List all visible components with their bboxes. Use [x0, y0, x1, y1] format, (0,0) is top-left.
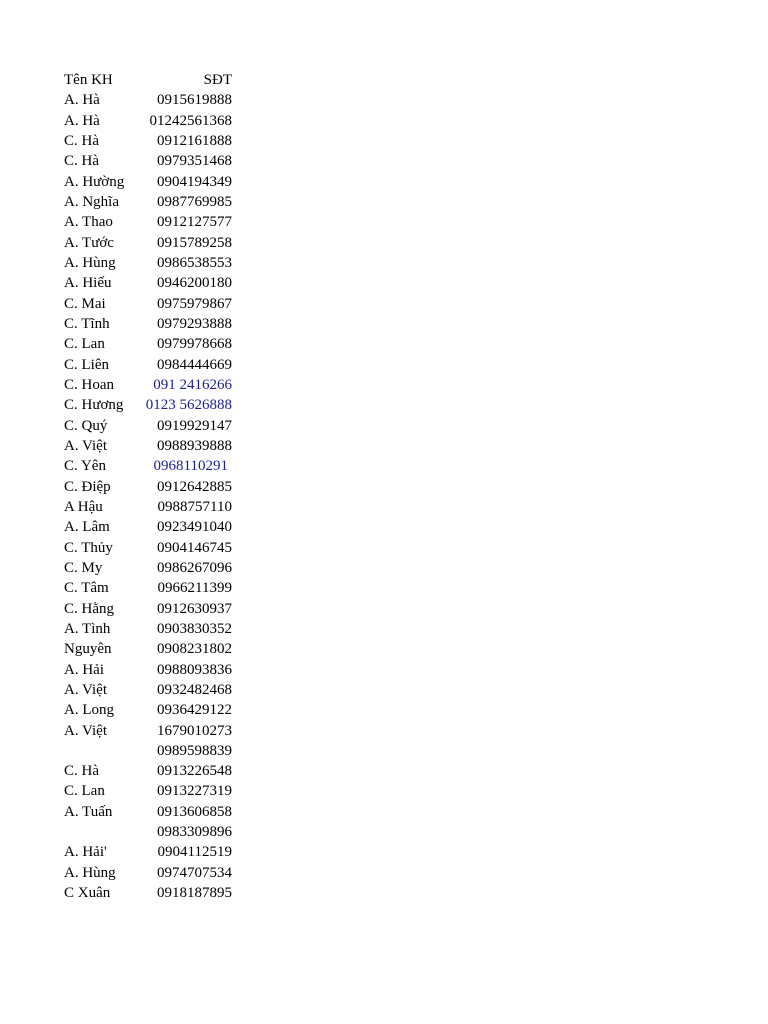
- customer-phone: 0913227319: [157, 783, 232, 800]
- table-row: [64, 212, 234, 232]
- customer-phone-table: [64, 70, 234, 903]
- table-body: [64, 90, 234, 903]
- customer-phone[interactable]: 0968110291: [153, 458, 228, 475]
- customer-phone: 0915789258: [157, 234, 232, 251]
- customer-phone[interactable]: 0123 5626888: [145, 397, 232, 414]
- table-row: [64, 680, 234, 700]
- table-row: [64, 131, 234, 151]
- customer-name: A. Hùng: [64, 254, 116, 271]
- table-row: [64, 273, 234, 293]
- customer-name: C. Mai: [64, 295, 106, 312]
- column-header-name: Tên KH: [64, 72, 113, 88]
- customer-phone: 0912642885: [157, 478, 232, 495]
- table-row: [64, 842, 234, 862]
- customer-phone: 0915619888: [157, 92, 232, 109]
- table-row: [64, 436, 234, 456]
- customer-name: C. Hà: [64, 763, 99, 780]
- customer-phone[interactable]: 091 2416266: [153, 376, 232, 393]
- table-row: [64, 538, 234, 558]
- customer-name: A. Tước: [64, 234, 114, 251]
- customer-name: C. Hoan: [64, 376, 114, 393]
- table-row: [64, 111, 234, 131]
- customer-phone: 0912630937: [157, 600, 232, 617]
- table-row: [64, 578, 234, 598]
- customer-phone: 0984444669: [157, 356, 232, 373]
- table-row: [64, 802, 234, 822]
- customer-name: A. Tình: [64, 620, 111, 637]
- customer-name: A. Thao: [64, 214, 113, 231]
- customer-name: C. My: [64, 559, 103, 576]
- customer-name: A. Long: [64, 702, 114, 719]
- customer-phone: 0987769985: [157, 193, 232, 210]
- customer-name: C. Yên: [64, 458, 106, 475]
- customer-name: A Hậu: [64, 498, 103, 515]
- table-row: [64, 639, 234, 659]
- table-row: [64, 375, 234, 395]
- customer-name: A. Lâm: [64, 519, 110, 536]
- table-row: [64, 781, 234, 801]
- table-row: [64, 619, 234, 639]
- customer-name: A. Tuấn: [64, 803, 113, 820]
- customer-name: A. Hà: [64, 92, 100, 109]
- customer-phone: 0979293888: [157, 315, 232, 332]
- table-row: [64, 721, 234, 741]
- customer-phone: 0983309896: [157, 824, 232, 841]
- customer-name: C. Tâm: [64, 580, 109, 597]
- column-header-phone: SĐT: [203, 72, 232, 88]
- customer-name: C. Tĩnh: [64, 315, 110, 332]
- table-row: [64, 90, 234, 110]
- customer-name: C. Hà: [64, 132, 99, 149]
- table-row: [64, 151, 234, 171]
- table-row: [64, 477, 234, 497]
- customer-name: A. Hường: [64, 173, 125, 190]
- customer-phone: 0918187895: [157, 885, 232, 902]
- table-row: [64, 741, 234, 761]
- customer-phone: 0913606858: [157, 803, 232, 820]
- customer-phone: 0988757110: [157, 498, 232, 515]
- customer-name: C. Thủy: [64, 539, 113, 556]
- customer-name: A. Hùng: [64, 864, 116, 881]
- customer-name: C. Hằng: [64, 600, 114, 617]
- table-row: [64, 355, 234, 375]
- customer-name: C. Hương: [64, 397, 124, 414]
- table-row: [64, 233, 234, 253]
- customer-name: A. Hà: [64, 112, 100, 129]
- customer-phone: 0946200180: [157, 275, 232, 292]
- customer-phone: 0966211399: [157, 580, 232, 597]
- customer-phone: 0904146745: [157, 539, 232, 556]
- table-row: [64, 517, 234, 537]
- table-row: [64, 314, 234, 334]
- table-row: [64, 253, 234, 273]
- customer-name: C. Lan: [64, 336, 105, 353]
- table-row: [64, 558, 234, 578]
- table-row: [64, 497, 234, 517]
- customer-name: A. Việt: [64, 681, 107, 698]
- customer-name: A. Nghĩa: [64, 193, 119, 210]
- table-row: [64, 660, 234, 680]
- customer-phone: 01242561368: [149, 112, 232, 129]
- customer-phone: 0904194349: [157, 173, 232, 190]
- table-row: [64, 172, 234, 192]
- customer-name: A. Hải': [64, 844, 107, 861]
- customer-name: A. Việt: [64, 722, 107, 739]
- customer-phone: 0975979867: [157, 295, 232, 312]
- table-row: [64, 761, 234, 781]
- customer-name: C. Lan: [64, 783, 105, 800]
- customer-phone: 0932482468: [157, 681, 232, 698]
- customer-phone: 0936429122: [157, 702, 232, 719]
- customer-phone: 0974707534: [157, 864, 232, 881]
- customer-name: C Xuân: [64, 885, 111, 902]
- customer-name: A. Hải: [64, 661, 104, 678]
- customer-phone: 0912161888: [157, 132, 232, 149]
- customer-phone: 0908231802: [157, 641, 232, 658]
- customer-phone: 0913226548: [157, 763, 232, 780]
- customer-name: A. Việt: [64, 437, 107, 454]
- customer-phone: 0979351468: [157, 153, 232, 170]
- customer-name: A. Hiếu: [64, 275, 112, 292]
- customer-phone: 0979978668: [157, 336, 232, 353]
- table-row: [64, 416, 234, 436]
- customer-name: C. Hà: [64, 153, 99, 170]
- table-row: [64, 334, 234, 354]
- table-row: [64, 883, 234, 903]
- customer-phone: 0919929147: [157, 417, 232, 434]
- customer-phone: 0986538553: [157, 254, 232, 271]
- customer-phone: 0989598839: [157, 742, 232, 759]
- customer-phone: 0904112519: [157, 844, 232, 861]
- table-row: [64, 599, 234, 619]
- table-row: [64, 863, 234, 883]
- table-header: [64, 70, 234, 90]
- customer-name: C. Điệp: [64, 478, 111, 495]
- customer-name: C. Liên: [64, 356, 109, 373]
- customer-name: Nguyên: [64, 641, 112, 658]
- table-row: [64, 294, 234, 314]
- table-row: [64, 192, 234, 212]
- customer-phone: 0988939888: [157, 437, 232, 454]
- customer-name: C. Quý: [64, 417, 108, 434]
- customer-phone: 0988093836: [157, 661, 232, 678]
- customer-phone: 0923491040: [157, 519, 232, 536]
- customer-phone: 0903830352: [157, 620, 232, 637]
- customer-phone: 0986267096: [157, 559, 232, 576]
- table-row: [64, 395, 234, 415]
- table-row: [64, 456, 234, 476]
- table-row: [64, 700, 234, 720]
- customer-phone: 0912127577: [157, 214, 232, 231]
- customer-phone: 1679010273: [157, 722, 232, 739]
- table-row: [64, 822, 234, 842]
